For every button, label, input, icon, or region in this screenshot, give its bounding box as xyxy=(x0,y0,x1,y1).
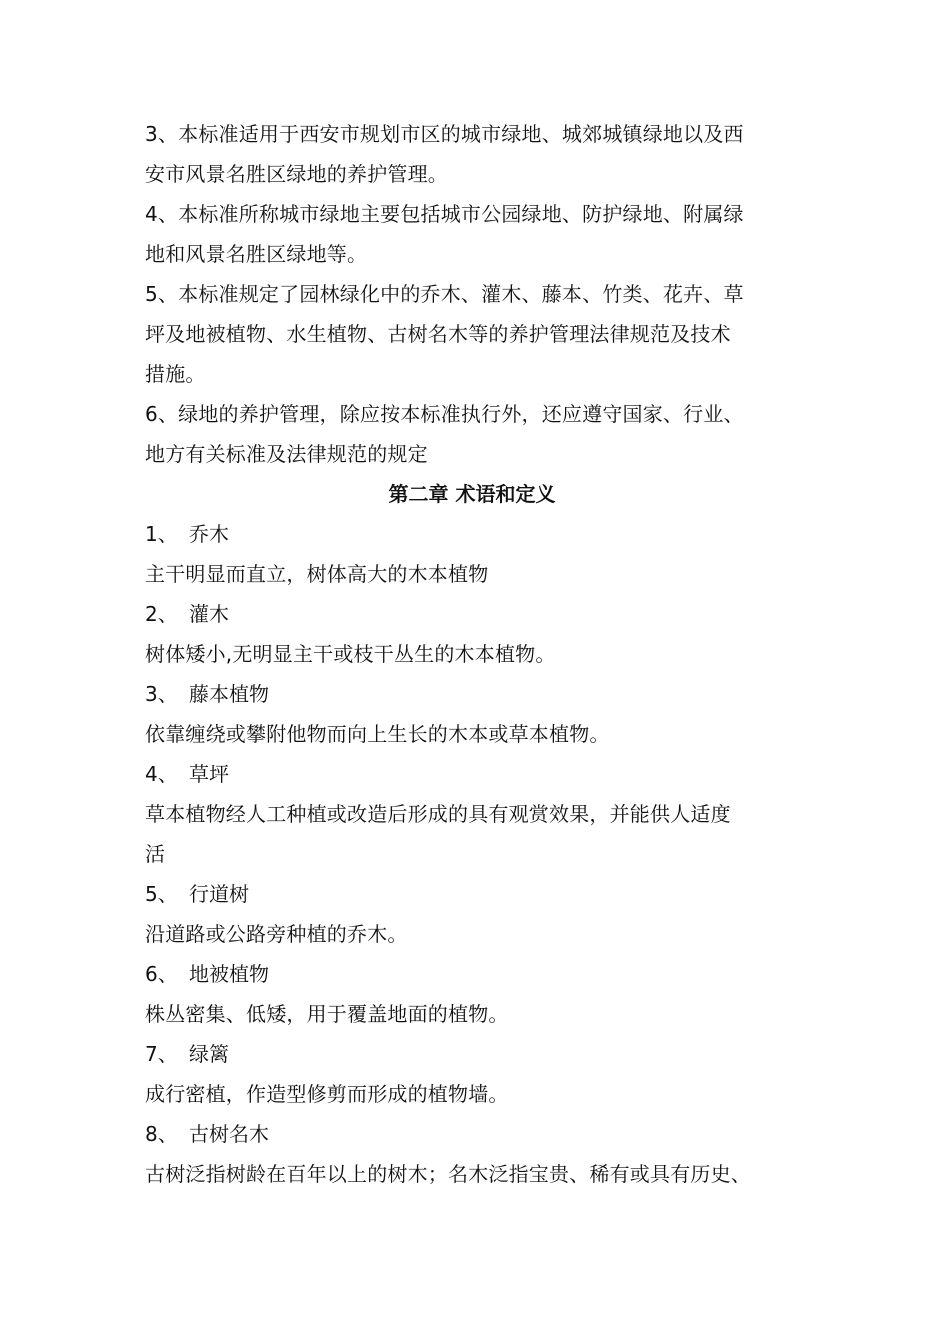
term-definition: 依靠缠绕或攀附他物而向上生长的木本或草本植物。 xyxy=(145,722,610,746)
paragraph-line: 坪及地被植物、水生植物、古树名木等的养护管理法律规范及技术 xyxy=(145,322,731,346)
chapter-title: 第二章 术语和定义 xyxy=(388,482,556,506)
term-number: 7、 xyxy=(145,1042,178,1066)
paragraph-line: 4、本标准所称城市绿地主要包括城市公园绿地、防护绿地、附属绿 xyxy=(145,202,744,226)
term-heading xyxy=(145,954,815,994)
paragraph-line: 地和风景名胜区绿地等。 xyxy=(145,242,368,266)
term-definition: 古树泛指树龄在百年以上的树木；名木泛指宝贵、稀有或具有历史、 xyxy=(145,1162,751,1186)
term-name: 草坪 xyxy=(189,762,229,786)
term-number: 8、 xyxy=(145,1122,178,1146)
term-number: 2、 xyxy=(145,602,178,626)
term-heading xyxy=(145,594,815,634)
term-name: 乔木 xyxy=(189,522,229,546)
paragraph-line: 6、绿地的养护管理，除应按本标准执行外，还应遵守国家、行业、 xyxy=(145,402,744,426)
document-body xyxy=(145,114,815,1194)
term-definition: 成行密植，作造型修剪而形成的植物墙。 xyxy=(145,1082,509,1106)
term-heading xyxy=(145,674,815,714)
term-name: 地被植物 xyxy=(189,962,269,986)
term-definition: 活 xyxy=(145,842,166,866)
term-heading xyxy=(145,1034,815,1074)
term-number: 1、 xyxy=(145,522,178,546)
term-name: 灌木 xyxy=(189,602,229,626)
term-definition: 沿道路或公路旁种植的乔木。 xyxy=(145,922,408,946)
term-name: 行道树 xyxy=(189,882,249,906)
paragraph-line: 地方有关标准及法律规范的规定 xyxy=(145,442,428,466)
term-definition: 草本植物经人工种植或改造后形成的具有观赏效果，并能供人适度 xyxy=(145,802,731,826)
paragraph-line: 5、本标准规定了园林绿化中的乔木、灌木、藤本、竹类、花卉、草 xyxy=(145,282,744,306)
term-heading xyxy=(145,874,815,914)
term-definition: 主干明显而直立，树体高大的木本植物 xyxy=(145,562,489,586)
term-number: 3、 xyxy=(145,682,178,706)
term-name: 古树名木 xyxy=(189,1122,269,1146)
paragraph-line: 措施。 xyxy=(145,362,206,386)
term-heading xyxy=(145,514,815,554)
paragraph-line: 3、本标准适用于西安市规划市区的城市绿地、城郊城镇绿地以及西 xyxy=(145,122,744,146)
term-name: 绿篱 xyxy=(189,1042,229,1066)
term-number: 4、 xyxy=(145,762,178,786)
term-number: 6、 xyxy=(145,962,178,986)
paragraph-line: 安市风景名胜区绿地的养护管理。 xyxy=(145,162,448,186)
term-definition: 树体矮小,无明显主干或枝干丛生的木本植物。 xyxy=(145,642,556,666)
term-number: 5、 xyxy=(145,882,178,906)
term-name: 藤本植物 xyxy=(189,682,269,706)
term-definition: 株丛密集、低矮，用于覆盖地面的植物。 xyxy=(145,1002,509,1026)
term-heading xyxy=(145,1114,815,1154)
term-heading xyxy=(145,754,815,794)
